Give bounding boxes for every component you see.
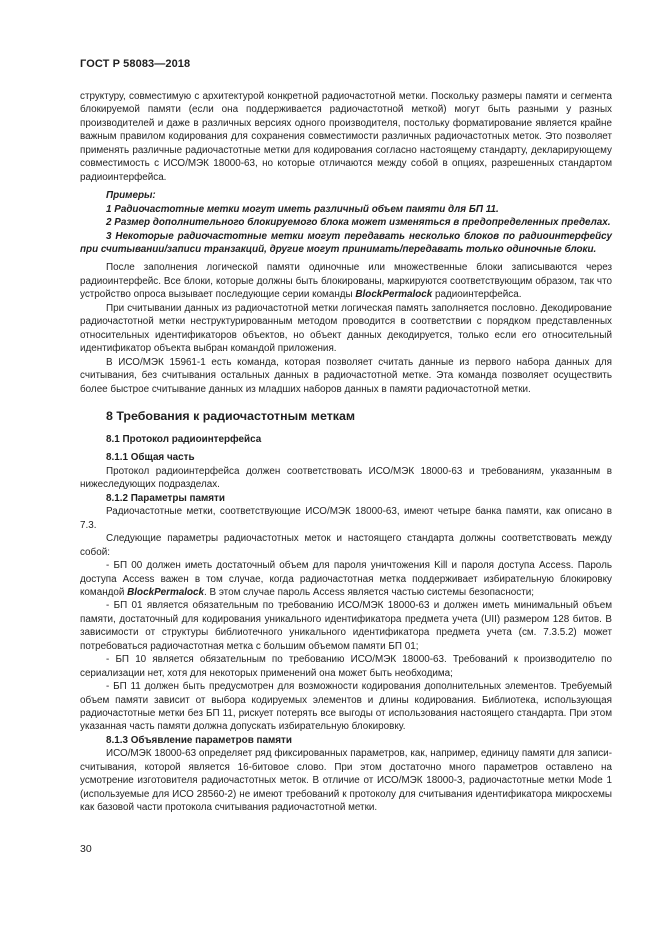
list-item-text: - БП 00 должен иметь достаточный объем для пароля уничтожения Kill и пароля доступа Access. Пароль доступа Access важен в том случае, когда радиочастотная метка поддерживает избирательную блокировку командой	[80, 560, 612, 598]
example-item: 3 Некоторые радиочастотные метки могут передавать несколько блоков по радиоинтерфейсу при считывании/записи транзакций, другие могут принимать/передавать только одиночные блоки.	[80, 230, 612, 255]
example-item: 2 Размер дополнительного блокируемого блока может изменяться в предопределенных пределах.	[106, 217, 611, 229]
section-heading: 8 Требования к радиочастотным меткам	[106, 408, 356, 423]
document-body	[80, 90, 612, 815]
list-item-text: . В этом случае пароль Access является частью системы безопасности;	[204, 586, 535, 598]
example-item: 1 Радиочастотные метки могут иметь различный объем памяти для БП 11.	[106, 203, 499, 215]
list-item: - БП 11 должен быть предусмотрен для возможности кодирования дополнительных элементов. Требуемый объем памяти зависит от выбора кодируемых элементов и длины кодирования. Библиотека, использующая радиочастотные метки без БП 11, рискует потерять все выгоды от использования настоящего стандарта. При этом указанная часть памяти должна допускать избирательную блокировку.	[80, 681, 612, 733]
examples-heading: Примеры:	[106, 190, 156, 202]
subsubsection-heading: 8.1.1 Общая часть	[106, 452, 195, 464]
paragraph-text: После заполнения логической памяти одиночные или множественные блоки записываются через радиоинтерфейс. Все блоки, которые должны быть блокированы, маркируются соответствующим образом, так что устройство опроса вызывает последующие серии команды	[80, 262, 612, 301]
command-name: BlockPermalock	[355, 289, 433, 301]
paragraph-text: радиоинтерфейса.	[432, 289, 522, 301]
paragraph: Следующие параметры радиочастотных меток и настоящего стандарта должны соответствовать между собой:	[80, 533, 612, 558]
page-header: ГОСТ Р 58083—2018	[80, 58, 191, 70]
command-name: BlockPermalock	[127, 586, 205, 598]
paragraph: В ИСО/МЭК 15961-1 есть команда, которая позволяет считать данные из первого набора данных для считывания, без считывания остальных данных в радиочастотной метке. Эта команда позволяет осуществить более быстрое считывание данных из младших наборов данных в памяти радиочастотной метки.	[80, 356, 612, 395]
list-item	[80, 559, 612, 599]
paragraph	[80, 261, 612, 301]
subsection-heading: 8.1 Протокол радиоинтерфейса	[106, 433, 262, 445]
list-item: - БП 10 является обязательным по требованию ИСО/МЭК 18000-63. Требований к производителю по сериализации нет, хотя для некоторых применений она может быть необходима;	[80, 654, 612, 679]
paragraph: ИСО/МЭК 18000-63 определяет ряд фиксированных параметров, как, например, единицу памяти для записи-считывания, которой является 16-битовое слово. При этом достаточно много параметров оставлено на усмотрение изготовителя радиочастотных меток. В отличие от ИСО/МЭК 18000-3, радиочастотные метки Mode 1 (используемые для ИСО 28560-2) не имеют требований к протоколу для считывания идентификатора микросхемы как базовой части протокола считывания радиочастотной метки.	[80, 748, 612, 814]
paragraph: Протокол радиоинтерфейса должен соответствовать ИСО/МЭК 18000-63 и требованиям, указанным в нижеследующих подразделах.	[80, 465, 612, 491]
paragraph: При считывании данных из радиочастотной метки логическая память заполняется пословно. Декодирование радиочастотной метки неструктурированным методом проводится в соответствии с порядком представленных относительных идентификаторов объектов, но объект данных декодируется, только если его относительный идентификатор объекта выбран командой приложения.	[80, 302, 612, 355]
subsubsection-heading: 8.1.2 Параметры памяти	[106, 492, 225, 504]
page-number: 30	[80, 843, 92, 855]
subsubsection-heading: 8.1.3 Объявление параметров памяти	[106, 734, 292, 746]
paragraph: структуру, совместимую с архитектурой конкретной радиочастотной метки. Поскольку размеры памяти и сегмента блокируемой памяти (если она поддерживается радиочастотной меткой) могут быть разными у разных производителей и даже в различных версиях одного производителя, постольку форматирование является крайне важным правилом кодирования для сохранения совместимости различных радиочастотных меток. Это позволяет применять различные радиочастотные метки для кодирования согласно настоящему стандарту, декларирующему совместимость с ИСО/МЭК 18000-63, но которые отличаются между собой в опциях, разрешенных стандартом радиоинтерфейса.	[80, 91, 612, 183]
list-item: - БП 01 является обязательным по требованию ИСО/МЭК 18000-63 и должен иметь минимальный объем памяти, достаточный для кодирования уникального идентификатора предмета учета (UII) размером 128 битов. В зависимости от структуры библиотечного уникального идентификатора предмета учета (см. 7.3.5.2) может потребоваться радиочастотная метка с большим объемом памяти БП 01;	[80, 600, 612, 652]
paragraph: Радиочастотные метки, соответствующие ИСО/МЭК 18000-63, имеют четыре банка памяти, как описано в 7.3.	[80, 506, 612, 531]
